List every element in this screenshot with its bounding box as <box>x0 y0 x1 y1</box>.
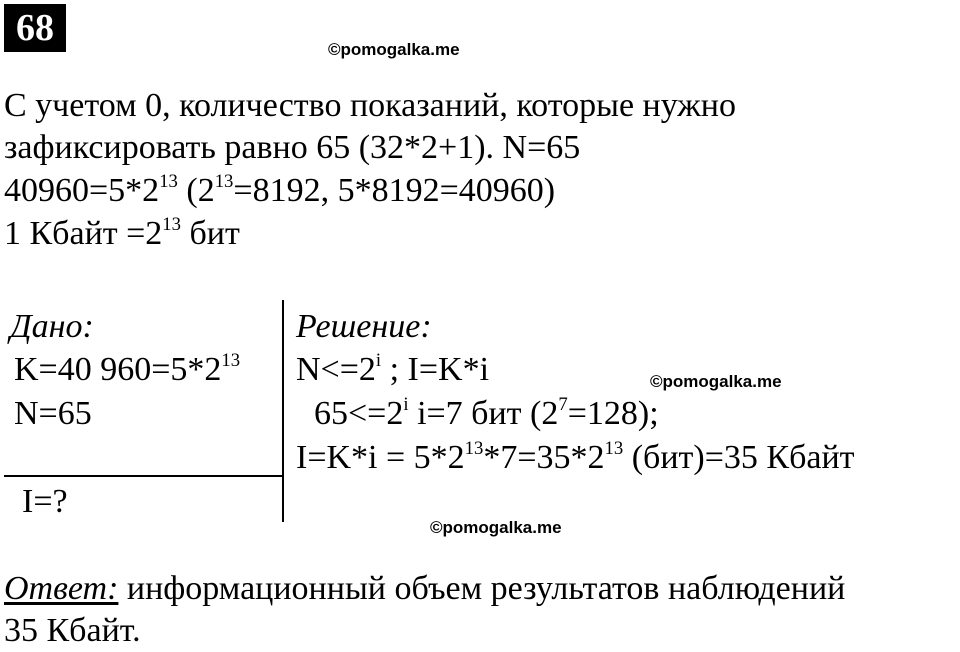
text-fragment: (2 <box>177 172 215 209</box>
text-fragment: (бит)=35 Кбайт <box>623 439 855 476</box>
superscript: i <box>375 349 382 371</box>
text-fragment: N<=2 <box>296 351 376 388</box>
text-fragment: 40960=5*2 <box>4 172 160 209</box>
superscript: 13 <box>604 437 624 459</box>
text-fragment: *7=35*2 <box>483 439 605 476</box>
answer-line-2: 35 Кбайт. <box>4 612 141 649</box>
text-fragment: ; I=K*i <box>381 351 490 388</box>
superscript: 13 <box>162 213 181 235</box>
superscript: 13 <box>221 349 241 371</box>
superscript: 13 <box>214 170 234 192</box>
problem-number-badge: 68 <box>4 4 66 52</box>
text-fragment: I=K*i = 5*2 <box>296 439 465 476</box>
text-fragment: =128); <box>567 395 659 432</box>
watermark: ©pomogalka.me <box>430 518 562 537</box>
given-k <box>14 349 240 391</box>
text-fragment: i=7 бит (2 <box>408 395 559 432</box>
intro-line-1: С учетом 0, количество показаний, которые нужно <box>4 87 736 124</box>
solution-label: Решение: <box>296 308 432 345</box>
intro-line-4 <box>4 213 240 255</box>
answer-label: Ответ: <box>4 570 119 607</box>
table-horizontal-divider <box>4 475 283 477</box>
table-vertical-divider <box>282 300 284 522</box>
text-fragment: 65<=2 <box>314 395 404 432</box>
answer-text: информационный объем результатов наблюдений <box>118 570 846 607</box>
superscript: 13 <box>159 170 178 192</box>
watermark: ©pomogalka.me <box>650 372 782 391</box>
intro-line-3 <box>4 170 555 212</box>
watermark: ©pomogalka.me <box>328 40 460 59</box>
text-fragment: K=40 960=5*2 <box>14 351 222 388</box>
solution-line-1 <box>296 349 489 391</box>
text-fragment: 1 Кбайт =2 <box>4 215 163 252</box>
solution-line-3 <box>296 437 855 479</box>
answer-line-1 <box>4 568 845 610</box>
given-unknown: I=? <box>22 483 68 520</box>
given-n: N=65 <box>14 395 92 432</box>
superscript: 7 <box>558 393 568 415</box>
intro-line-2: зафиксировать равно 65 (32*2+1). N=65 <box>4 129 581 166</box>
superscript: i <box>403 393 409 415</box>
text-fragment: бит <box>180 215 240 252</box>
given-label: Дано: <box>10 308 94 345</box>
solution-line-2 <box>314 393 659 435</box>
text-fragment: =8192, 5*8192=40960) <box>233 172 556 209</box>
superscript: 13 <box>464 437 484 459</box>
